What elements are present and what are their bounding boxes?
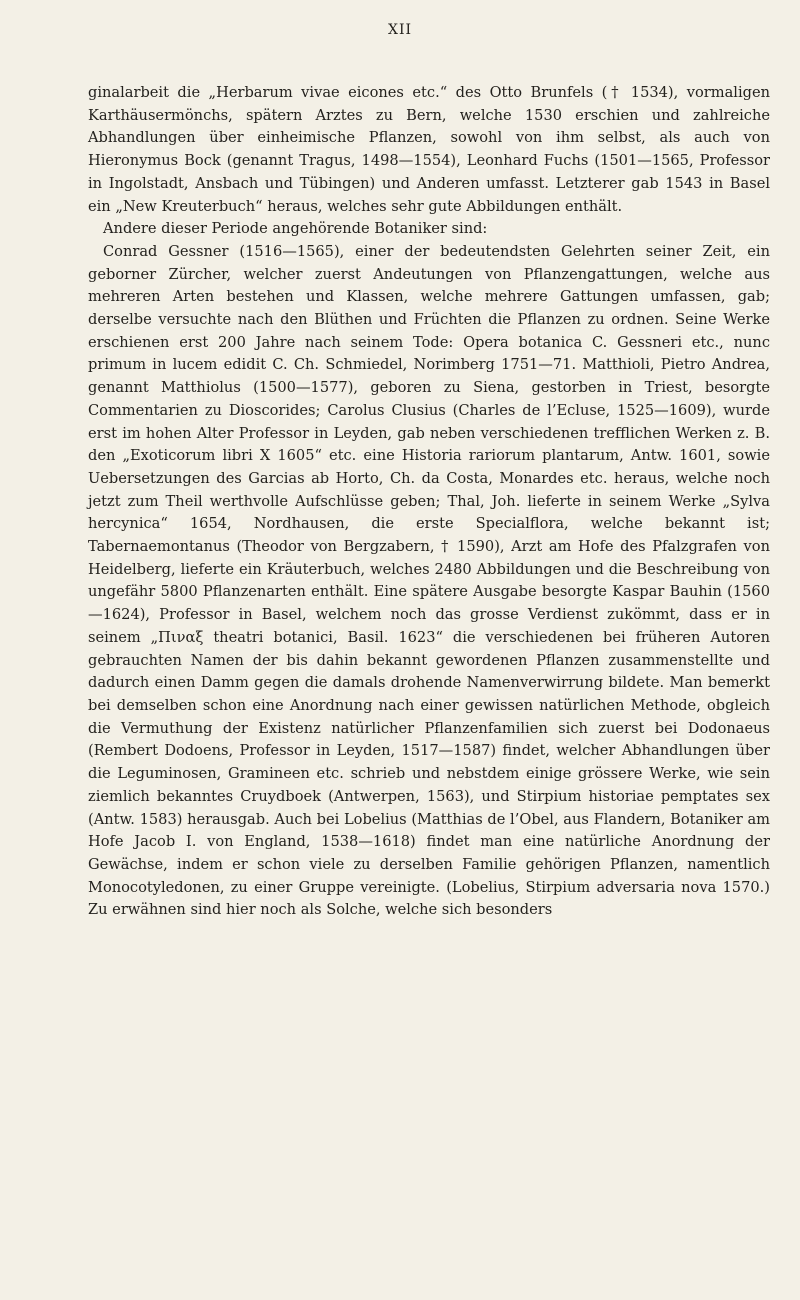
paragraph-gessner: Conrad Gessner (1516—1565), einer der bedeutendsten Gelehrten seiner Zeit, ein geborner Zürcher, welcher zuerst Andeutungen von Pflanzengattungen, welche aus mehreren Arten bestehen und Klassen, welche mehrere Gattungen umfassen, gab; derselbe versuchte nach den Blüthen und Früchten die Pflanzen zu ordnen. Seine Werke erschienen erst 200 Jahre nach seinem Tode: Opera botanica C. Gessneri etc., nunc primum in lucem edidit C. Ch. Schmiedel, Norimberg 1751—71. Matthioli, Pietro Andrea, genannt Matthiolus (1500—1577), geboren zu Siena, gestorben in Triest, besorgte Commentarien zu Dioscorides; Carolus Clusius (Charles de l’Ecluse, 1525—1609), wurde erst im hohen Alter Professor in Leyden, gab neben verschiedenen trefflichen Werken z. B. den „Exoticorum libri X 1605“ etc. eine Historia rariorum plantarum, Antw. 1601, sowie Uebersetzungen des Garcias ab Horto, Ch. da Costa, Monardes etc. heraus, welche noch jetzt zum Theil werthvolle Aufschlüsse geben; Thal, Joh. lieferte in seinem Werke „Sylva hercynica“ 1654, Nordhausen, die erste Specialflora, welche bekannt ist; Tabernaemontanus (Theodor von Bergzabern, † 1590), Arzt am Hofe des Pfalzgrafen von Heidelberg, lieferte ein Kräuterbuch, welches 2480 Abbildungen und die Beschreibung von ungefähr 5800 Pflanzenarten enthält. Eine spätere Ausgabe besorgte Kaspar Bauhin (1560—1624), Professor in Basel, welchem noch das grosse Verdienst zukömmt, dass er in seinem „Πιναξ theatri botanici, Basil. 1623“ die verschiedenen bei früheren Autoren gebrauchten Namen der bis dahin bekannt gewordenen Pflanzen zusammenstellte und dadurch einen Damm gegen die damals drohende Namenverwirrung bildete. Man bemerkt bei demselben schon eine Anordnung nach einer gewissen natürlichen Methode, obgleich die Vermuthung der Existenz natürlicher Pflanzenfamilien sich zuerst bei Dodonaeus (Rembert Dodoens, Professor in Leyden, 1517—1587) findet, welcher Abhandlungen über die Leguminosen, Gramineen etc. schrieb und nebstdem einige grössere Werke, wie sein ziemlich bekanntes Cruydboek (Antwerpen, 1563), und Stirpium historiae pemptates sex (Antw. 1583) herausgab. Auch bei Lobelius (Matthias de l’Obel, aus Flandern, Botaniker am Hofe Jacob I. von England, 1538—1618) findet man eine natürliche Anordnung der Gewächse, indem er schon viele zu derselben Familie gehörigen Pflanzen, namentlich Monocotyledonen, zu einer Gruppe vereinigte. (Lobelius, Stirpium adversaria nova 1570.) Zu erwähnen sind hier noch als Solche, welche sich besonders — [88, 242, 770, 919]
body-text — [88, 82, 770, 922]
paragraph-intro-botanists: Andere dieser Periode angehörende Botaniker sind: — [103, 220, 488, 238]
page-number: XII — [387, 22, 413, 38]
paragraph-brunfels: ginalarbeit die „Herbarum vivae eicones etc.“ des Otto Brunfels († 1534), vormaligen Karthäusermönchs, spätern Arztes zu Bern, welche 1530 erschien und zahlreiche Abhandlungen über einheimische Pflanzen, sowohl von ihm selbst, als auch von Hieronymus Bock (genannt Tragus, 1498—1554), Leonhard Fuchs (1501—1565, Professor in Ingolstadt, Ansbach und Tübingen) und Anderen umfasst. Letzterer gab 1543 in Basel ein „New Kreuterbuch“ heraus, welches sehr gute Abbildungen enthält. — [88, 84, 770, 215]
